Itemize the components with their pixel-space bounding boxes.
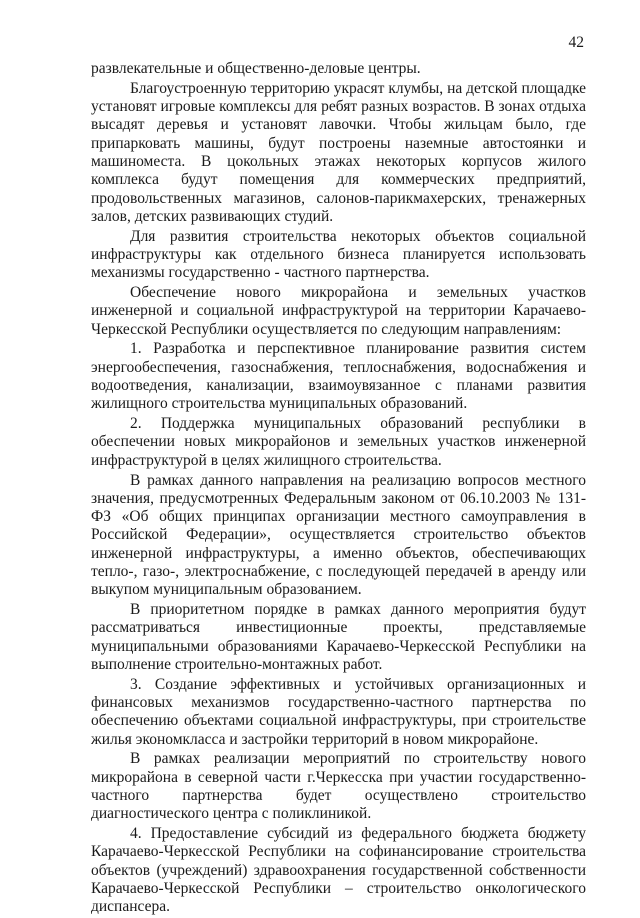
paragraph-investment-projects: В приоритетном порядке в рамках данного мероприятия будут рассматриваться инвестиционные проекты, представляемые муниципальными образованиями Карачаево-Черкесской Республики на выполнение строительно-монтажных работ. xyxy=(91,601,586,673)
paragraph-federal-law: В рамках данного направления на реализацию вопросов местного значения, предусмотренных Федеральным законом от 06.10.2003 № 131-ФЗ «Об общих принципах организации местного самоуправления в Российской Федерации», осуществляется строительство объектов инженерной инфраструктуры, а именно объектов, обеспечивающих тепло-, газо-, электроснабжение, с последующей передачей в аренду или выкупом муниципальным образованием. xyxy=(91,471,586,599)
paragraph-landscaping: Благоустроенную территорию украсят клумбы, на детской площадке установят игровые комплексы для ребят разных возрастов. В зонах отдыха высадят деревья и установят лавочки. Чтобы жильцам было, где припарковать машины, будут построены наземные автостоянки и машиноместа. В цокольных этажах некоторых корпусов жилого комплекса будут помещения для коммерческих предприятий, продовольственных магазинов, салонов-парикмахерских, тренажерных залов, детских развивающих студий. xyxy=(91,79,586,225)
paragraph-item-4: 4. Предоставление субсидий из федерального бюджета бюджету Карачаево-Черкесской Республики на софинансирование строительства объектов (учреждений) здравоохранения государственной собственности Карачаево-Черкесской Республики – строительство онкологического диспансера. xyxy=(91,825,586,916)
paragraph-item-3: 3. Создание эффективных и устойчивых организационных и финансовых механизмов государственно-частного партнерства по обеспечению объектами социальной инфраструктуры, при строительстве жилья экономкласса и застройки территорий в новом микрорайоне. xyxy=(91,675,586,748)
paragraph-item-1: 1. Разработка и перспективное планирование развития систем энергообеспечения, газоснабжения, теплоснабжения, водоснабжения и водоотведения, канализации, взаимоувязанное с планами развития жилищного строительства муниципальных образований. xyxy=(91,340,586,413)
paragraph-infrastructure-directions: Обеспечение нового микрорайона и земельных участков инженерной и социальной инфраструктурой на территории Карачаево-Черкесской Республики осуществляется по следующим направлениям: xyxy=(91,284,586,338)
paragraph-public-private-partnership: Для развития строительства некоторых объектов социальной инфраструктуры как отдельного бизнеса планируется использовать механизмы государственно - частного партнерства. xyxy=(91,227,586,282)
paragraph-item-2: 2. Поддержка муниципальных образований республики в обеспечении новых микрорайонов и земельных участков инженерной инфраструктурой в целях жилищного строительства. xyxy=(91,415,586,469)
paragraph-continuation: развлекательные и общественно-деловые центры. xyxy=(91,60,421,77)
document-body xyxy=(91,60,586,918)
page-number: 42 xyxy=(568,34,584,51)
paragraph-diagnostic-center: В рамках реализации мероприятий по строительству нового микрорайона в северной части г.Черкесска при участии государственно-частного партнерства будет осуществлено строительство диагностического центра с поликлиникой. xyxy=(91,750,586,823)
